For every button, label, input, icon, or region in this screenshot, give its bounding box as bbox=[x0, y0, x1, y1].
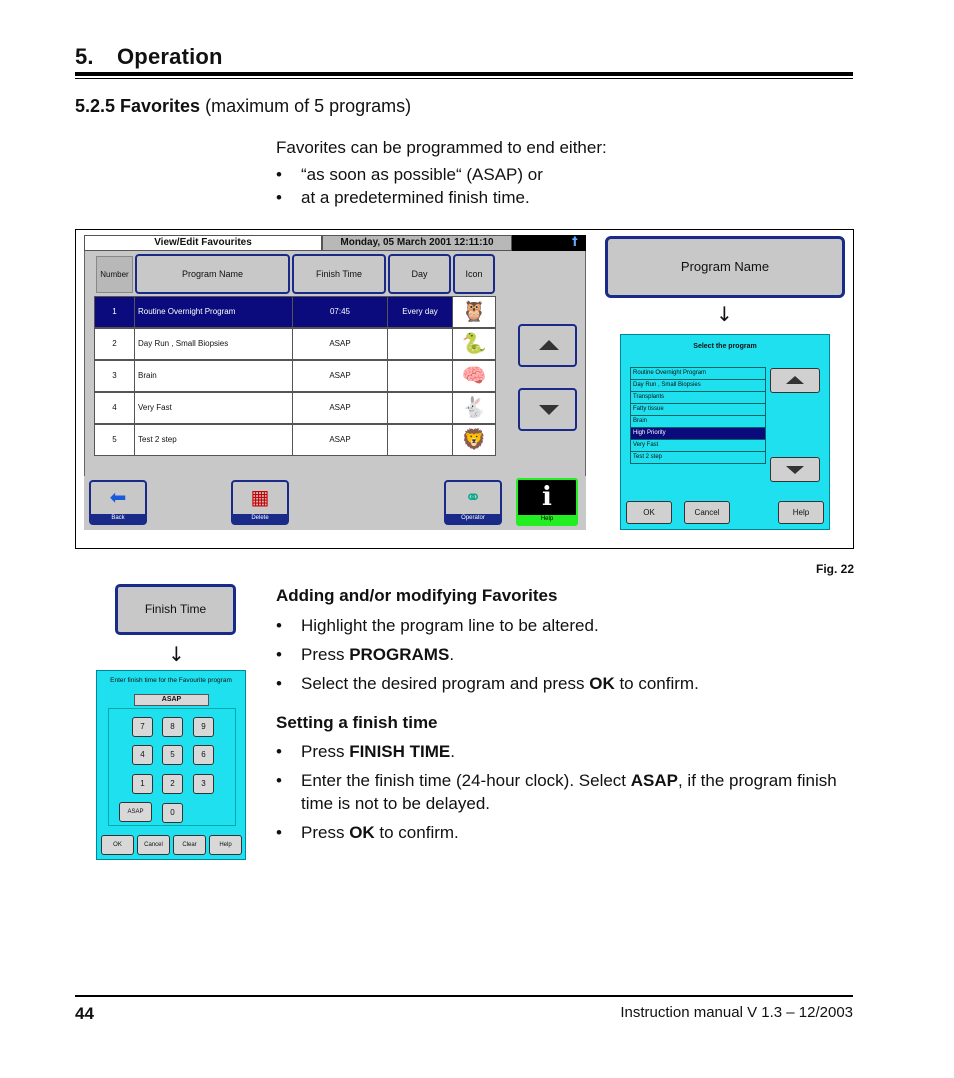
list-item[interactable]: Day Run , Small Biopsies bbox=[630, 379, 766, 392]
row-number: 4 bbox=[95, 393, 135, 423]
row-number: 3 bbox=[95, 361, 135, 391]
icon-column-button[interactable]: Icon bbox=[453, 254, 495, 294]
scroll-up-button[interactable] bbox=[518, 324, 577, 367]
finish-time-button[interactable]: Finish Time bbox=[115, 584, 236, 635]
screen-title: View/Edit Favourites bbox=[84, 235, 322, 251]
key-icon: ꝉ bbox=[571, 235, 578, 249]
list-item[interactable]: Transplants bbox=[630, 391, 766, 404]
row-program-name: Routine Overnight Program bbox=[135, 297, 293, 327]
finish-time-column-button[interactable]: Finish Time bbox=[292, 254, 386, 294]
page-number: 44 bbox=[75, 1004, 94, 1023]
down-arrow-icon: ↓ bbox=[168, 642, 185, 666]
finish-step: • Enter the finish time (24-hour clock). Select ASAP, if the program finish time is not to be delayed. bbox=[276, 769, 854, 815]
finish-time-dialog-title: Enter finish time for the Favourite program bbox=[110, 677, 232, 684]
section-note: (maximum of 5 programs) bbox=[205, 96, 412, 116]
adding-step: • Press PROGRAMS. bbox=[276, 643, 854, 666]
adding-heading: Adding and/or modifying Favorites bbox=[276, 586, 558, 605]
down-arrow-icon: ↓ bbox=[716, 302, 733, 326]
key-5[interactable]: 5 bbox=[162, 745, 183, 765]
snake-icon: 🐍 bbox=[461, 333, 487, 355]
back-arrow-icon: ⬅ bbox=[109, 487, 127, 509]
section-number-title: 5.2.5 Favorites bbox=[75, 96, 201, 116]
back-label: Back bbox=[91, 514, 145, 523]
bottom-toolbar bbox=[84, 476, 586, 530]
adding-step: • Select the desired program and press OK to confirm. bbox=[276, 672, 854, 695]
row-day bbox=[388, 361, 453, 391]
arrow-down-icon bbox=[786, 466, 804, 474]
screen-datetime: Monday, 05 March 2001 12:11:10 bbox=[322, 235, 512, 251]
row-day: Every day bbox=[388, 297, 453, 327]
row-day bbox=[388, 425, 453, 455]
hare-icon: 🐇 bbox=[461, 397, 487, 419]
arrow-up-icon bbox=[539, 340, 559, 350]
header-rule bbox=[75, 72, 853, 76]
day-column-button[interactable]: Day bbox=[388, 254, 451, 294]
table-row[interactable] bbox=[94, 328, 496, 360]
row-number: 2 bbox=[95, 329, 135, 359]
table-row[interactable] bbox=[94, 360, 496, 392]
keypad-clear-button[interactable]: Clear bbox=[173, 835, 206, 855]
intro-bullet: • at a predetermined finish time. bbox=[276, 186, 543, 209]
list-scroll-up-button[interactable] bbox=[770, 368, 820, 393]
row-program-name: Test 2 step bbox=[135, 425, 293, 455]
keypad-help-button[interactable]: Help bbox=[209, 835, 242, 855]
back-button[interactable] bbox=[89, 480, 147, 525]
list-item[interactable]: Very Fast bbox=[630, 439, 766, 452]
owl-icon: 🦉 bbox=[453, 297, 495, 327]
status-corner bbox=[512, 235, 586, 251]
delete-calendar-icon: ▦ bbox=[250, 487, 270, 509]
list-item[interactable]: Routine Overnight Program bbox=[630, 367, 766, 380]
intro-bullets bbox=[276, 163, 543, 209]
row-program-name: Day Run , Small Biopsies bbox=[135, 329, 293, 359]
key-9[interactable]: 9 bbox=[193, 717, 214, 737]
keypad-ok-button[interactable]: OK bbox=[101, 835, 134, 855]
arrow-down-icon bbox=[539, 405, 559, 415]
intro-text: Favorites can be programmed to end either: bbox=[276, 138, 607, 157]
row-finish-time: ASAP bbox=[293, 329, 388, 359]
select-program-title: Select the program bbox=[693, 343, 757, 350]
operator-label: Operator bbox=[446, 514, 500, 523]
scroll-down-button[interactable] bbox=[518, 388, 577, 431]
delete-label: Delete bbox=[233, 514, 287, 523]
ok-button[interactable]: OK bbox=[626, 501, 672, 524]
chapter-title: Operation bbox=[117, 44, 223, 69]
cancel-button[interactable]: Cancel bbox=[684, 501, 730, 524]
lion-icon: 🦁 bbox=[461, 429, 487, 451]
row-number: 1 bbox=[95, 297, 135, 327]
list-item[interactable]: Fatty tissue bbox=[630, 403, 766, 416]
arrow-up-icon bbox=[786, 376, 804, 384]
finish-heading: Setting a finish time bbox=[276, 713, 438, 732]
row-number: 5 bbox=[95, 425, 135, 455]
list-item[interactable]: Test 2 step bbox=[630, 451, 766, 464]
intro-bullet: • “as soon as possible“ (ASAP) or bbox=[276, 163, 543, 186]
manual-version: Instruction manual V 1.3 – 12/2003 bbox=[620, 1004, 853, 1021]
help-label: Help bbox=[518, 515, 576, 524]
key-7[interactable]: 7 bbox=[132, 717, 153, 737]
row-finish-time: 07:45 bbox=[293, 297, 388, 327]
header-rule-thin bbox=[75, 78, 853, 79]
program-name-button[interactable]: Program Name bbox=[605, 236, 845, 298]
table-row[interactable] bbox=[94, 296, 496, 328]
key-asap[interactable]: ASAP bbox=[119, 802, 152, 822]
row-finish-time: ASAP bbox=[293, 393, 388, 423]
help-button-dialog[interactable]: Help bbox=[778, 501, 824, 524]
list-item[interactable]: Brain bbox=[630, 415, 766, 428]
footer-rule bbox=[75, 995, 853, 997]
adding-steps bbox=[276, 614, 854, 701]
row-program-name: Very Fast bbox=[135, 393, 293, 423]
key-4[interactable]: 4 bbox=[132, 745, 153, 765]
column-header-number: Number bbox=[96, 256, 133, 293]
chapter-heading bbox=[75, 44, 223, 70]
delete-button[interactable] bbox=[231, 480, 289, 525]
info-icon: i bbox=[542, 482, 552, 512]
figure-label: Fig. 22 bbox=[816, 562, 855, 576]
list-item-selected[interactable]: High Priority bbox=[630, 427, 766, 440]
operator-icon: ⚭ bbox=[464, 487, 482, 509]
row-finish-time: ASAP bbox=[293, 361, 388, 391]
program-list bbox=[630, 368, 766, 464]
finish-step: • Press OK to confirm. bbox=[276, 821, 854, 844]
row-day bbox=[388, 329, 453, 359]
finish-steps bbox=[276, 740, 854, 850]
key-8[interactable]: 8 bbox=[162, 717, 183, 737]
key-0[interactable]: 0 bbox=[162, 803, 183, 823]
table-row[interactable] bbox=[94, 392, 496, 424]
operator-button[interactable] bbox=[444, 480, 502, 525]
key-1[interactable]: 1 bbox=[132, 774, 153, 794]
table-row[interactable] bbox=[94, 424, 496, 456]
row-program-name: Brain bbox=[135, 361, 293, 391]
list-scroll-down-button[interactable] bbox=[770, 457, 820, 482]
adding-step: • Highlight the program line to be altered. bbox=[276, 614, 854, 637]
section-title bbox=[75, 96, 411, 117]
help-button[interactable] bbox=[516, 478, 578, 526]
finish-step: • Press FINISH TIME. bbox=[276, 740, 854, 763]
brain-icon: 🧠 bbox=[461, 365, 487, 387]
row-finish-time: ASAP bbox=[293, 425, 388, 455]
key-2[interactable]: 2 bbox=[162, 774, 183, 794]
keypad-cancel-button[interactable]: Cancel bbox=[137, 835, 170, 855]
finish-time-display: ASAP bbox=[134, 694, 209, 706]
chapter-number: 5. bbox=[75, 44, 94, 69]
program-name-column-button[interactable]: Program Name bbox=[135, 254, 290, 294]
key-6[interactable]: 6 bbox=[193, 745, 214, 765]
row-day bbox=[388, 393, 453, 423]
key-3[interactable]: 3 bbox=[193, 774, 214, 794]
